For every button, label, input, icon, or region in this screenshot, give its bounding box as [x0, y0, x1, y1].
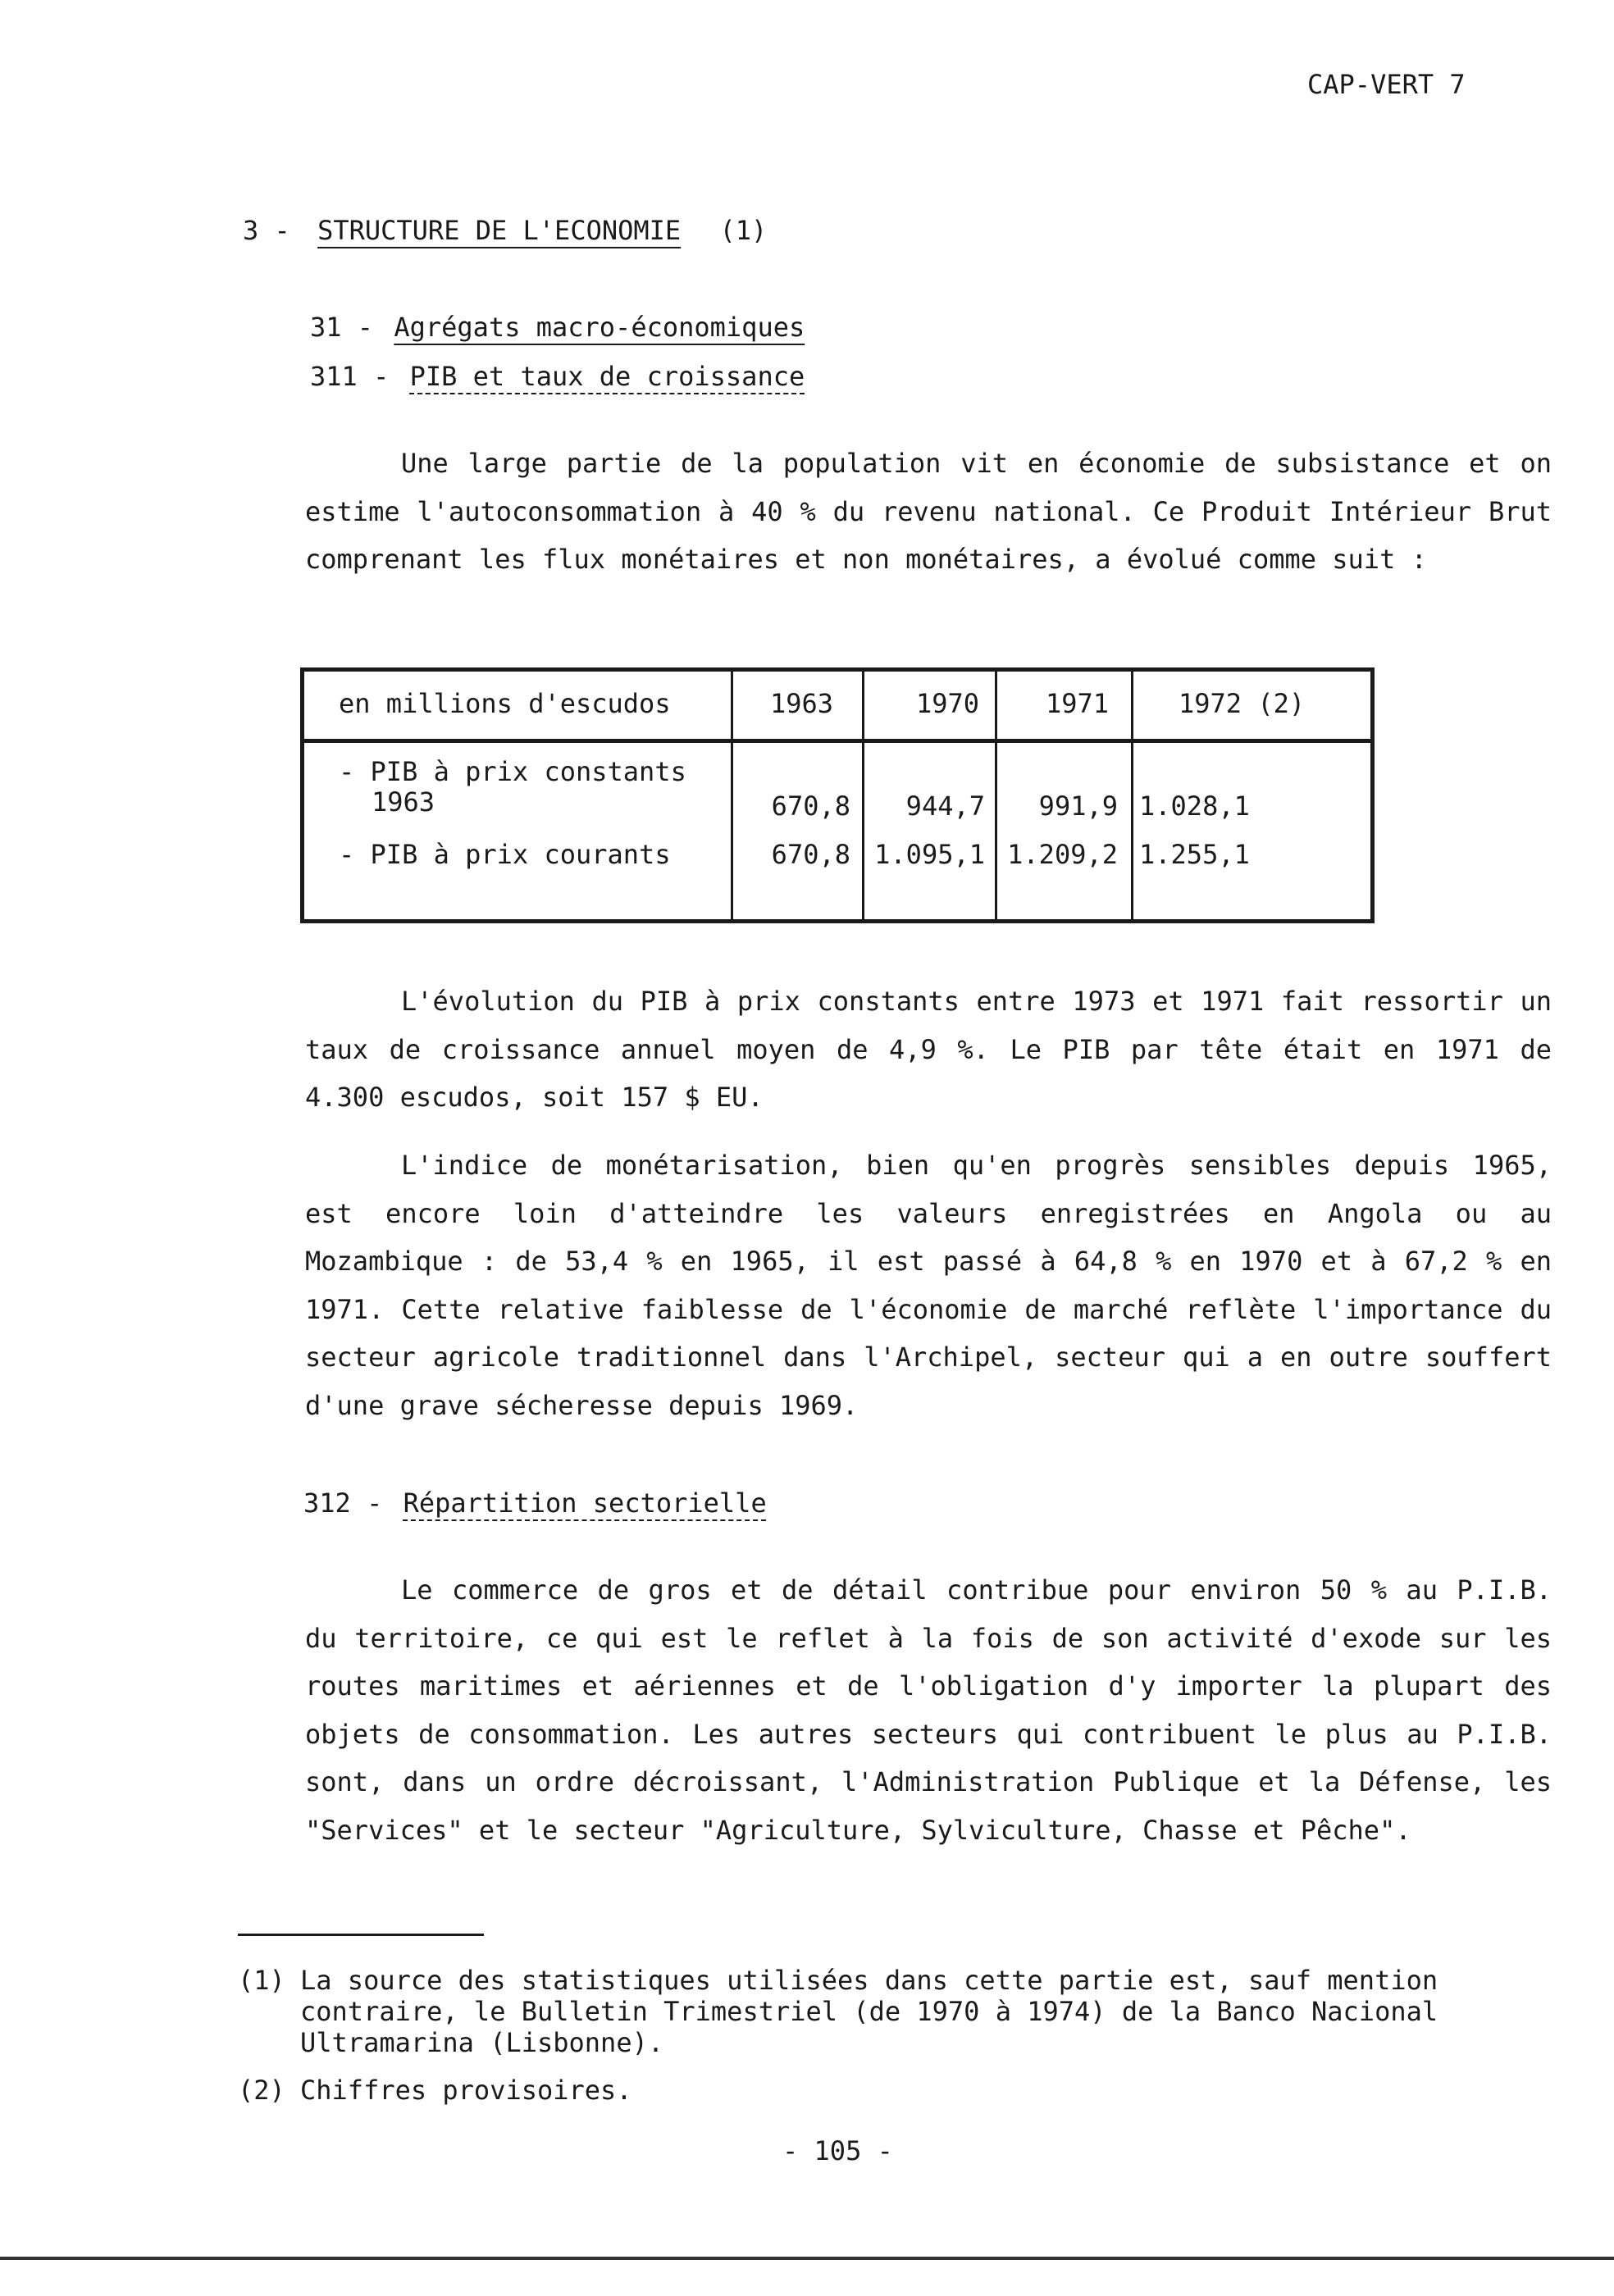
table-row-2-value-1972: 1.255,1: [1139, 839, 1250, 870]
footnote-1-marker: (1): [238, 1965, 285, 1996]
table-year-1972: 1972 (2): [1179, 688, 1306, 719]
section-heading: [243, 215, 767, 246]
footnote-separator: [238, 1934, 484, 1936]
paragraph-3: L'indice de monétarisation, bien qu'en progrès sensibles depuis 1965, est encore loin d'atteindre les valeurs enregistrées en Angola ou au Mozambique : de 53,4 % en 1965, il est passé à 64,8 % en 1970 et à 67,2 % en 1971. Cette relative faiblesse de l'économie de marché reflète l'importance du secteur agricole traditionnel dans l'Archipel, secteur qui a en outre souffert d'une grave sécheresse depuis 1969.: [305, 1150, 1552, 1421]
paragraph-2: L'évolution du PIB à prix constants entre 1973 et 1971 fait ressortir un taux de croissance annuel moyen de 4,9 %. Le PIB par tête était en 1971 de 4.300 escudos, soit 157 $ EU.: [305, 986, 1552, 1113]
gdp-table: [300, 667, 1375, 923]
table-row-1-value-1963: 670,8: [771, 790, 850, 822]
paragraph-1: Une large partie de la population vit en économie de subsistance et on estime l'autoconsommation à 40 % du revenu national. Ce Produit Intérieur Brut comprenant les flux monétaires et non monétaires, a évolué comme suit :: [305, 448, 1552, 575]
table-unit-header: en millions d'escudos: [339, 688, 671, 719]
subsection-312-number: 312 -: [303, 1487, 383, 1519]
subsection-31-number: 31 -: [310, 312, 374, 343]
table-row-2-value-1970: 1.095,1: [874, 839, 985, 870]
table-row-2-value-1971: 1.209,2: [1007, 839, 1118, 870]
table-row-1-label: - PIB à prix constants: [339, 756, 686, 787]
subsection-311-heading: [310, 361, 805, 392]
table-year-1963: 1963: [770, 688, 834, 719]
table-row-2-value-1963: 670,8: [771, 839, 850, 870]
section-note-ref: (1): [719, 215, 768, 246]
table-row-1-value-1971: 991,9: [1038, 790, 1118, 822]
running-header: CAP-VERT 7: [1307, 69, 1466, 100]
subsection-312-heading: [303, 1487, 767, 1519]
table-year-1970: 1970: [916, 688, 980, 719]
table-row-2-label: - PIB à prix courants: [339, 839, 671, 870]
footnote-1-text: La source des statistiques utilisées dans cette partie est, sauf mention contraire, le Bulletin Trimestriel (de 1970 à 1974) de la Banco Nacional Ultramarina (Lisbonne).: [300, 1965, 1438, 2058]
section-number: 3 -: [243, 215, 290, 246]
page-number: - 105 -: [782, 2135, 893, 2166]
subsection-31-heading: [310, 312, 805, 343]
subsection-311-number: 311 -: [310, 361, 390, 392]
paragraph-4: Le commerce de gros et de détail contribue pour environ 50 % au P.I.B. du territoire, ce qui est le reflet à la fois de son activité d'exode sur les routes maritimes et aériennes et de l'obligation d'y importer la plupart des objets de consommation. Les autres secteurs qui contribuent le plus au P.I.B. sont, dans un ordre décroissant, l'Administration Publique et la Défense, les "Services" et le secteur "Agriculture, Sylviculture, Chasse et Pêche".: [305, 1574, 1552, 1846]
table-row-1-value-1972: 1.028,1: [1139, 790, 1250, 822]
table-row-1-label-cont: 1963: [372, 786, 435, 818]
subsection-311-title: PIB et taux de croissance: [409, 361, 805, 392]
table-year-1971: 1971: [1046, 688, 1110, 719]
page-bottom-rule: [0, 2257, 1614, 2260]
footnote-2-text: Chiffres provisoires.: [300, 2075, 632, 2106]
subsection-312-title: Répartition sectorielle: [403, 1487, 767, 1519]
section-title: STRUCTURE DE L'ECONOMIE: [317, 215, 682, 246]
subsection-31-title: Agrégats macro-économiques: [394, 312, 805, 343]
table-row-1-value-1970: 944,7: [905, 790, 985, 822]
footnote-2-marker: (2): [238, 2075, 285, 2106]
